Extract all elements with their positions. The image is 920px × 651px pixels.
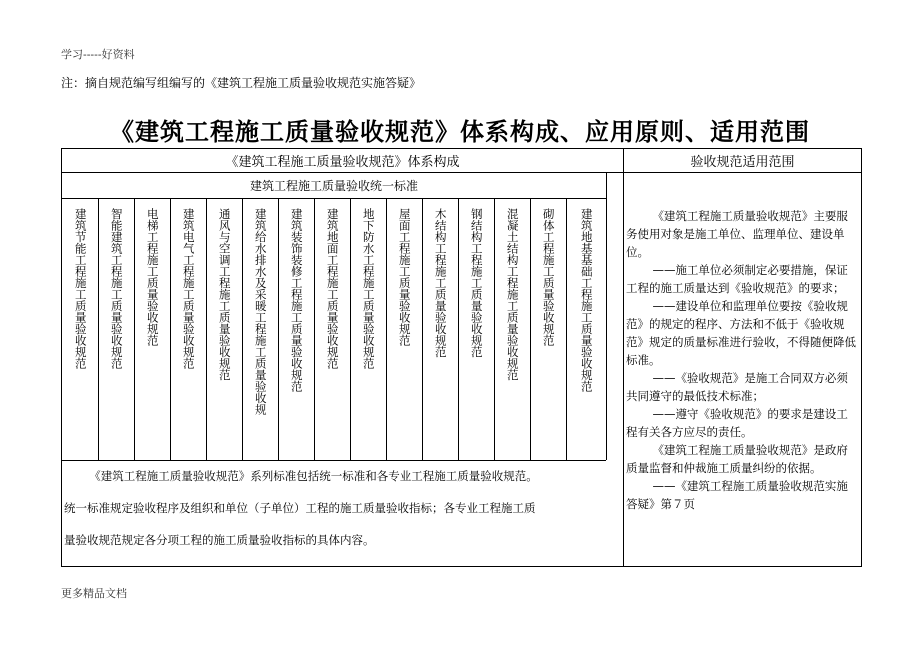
standard-label: 屋面工程施工质量验收规范 — [397, 208, 412, 346]
standard-column — [206, 198, 242, 460]
scope-paragraph: ——建设单位和监理单位要按《验收规范》的规定的程序、方法和不低于《验收规范》规定的质量标准进行验收，不得随便降低标准。 — [626, 299, 856, 367]
standard-column — [278, 198, 314, 460]
description-line: 量验收规范规定各分项工程的施工质量验收指标的具体内容。 — [64, 533, 375, 547]
standard-column — [134, 198, 170, 460]
description-line: 统一标准规定验收程序及组织和单位（子单位）工程的施工质量验收指标；各专业工程施工质 — [64, 501, 536, 515]
standard-column — [242, 198, 278, 460]
standard-column — [458, 198, 494, 460]
scope-paragraph: 《建筑工程施工质量验收规范》是政府质量监督和仲裁施工质量纠纷的依据。 — [626, 443, 848, 475]
standard-label: 砌体工程施工质量验收规范 — [541, 208, 556, 346]
standard-column — [170, 198, 206, 460]
page-footer: 更多精品文档 — [61, 587, 127, 600]
standard-label: 建筑给水排水及采暖工程施工质量验收规 — [253, 208, 268, 415]
page-header: 学习-----好资料 — [61, 48, 135, 61]
standard-label: 电梯工程施工质量验收规范 — [145, 208, 160, 346]
document-title: 《建筑工程施工质量验收规范》体系构成、应用原则、适用范围 — [110, 117, 810, 146]
scope-paragraph: ——《验收规范》是施工合同双方必须共同遵守的最低技术标准； — [626, 371, 848, 403]
description-line: 《建筑工程施工质量验收规范》系列标准包括统一标准和各专业工程施工质量验收规范。 — [89, 469, 538, 483]
unified-standard: 建筑工程施工质量验收统一标准 — [249, 178, 418, 193]
right-header: 验收规范适用范围 — [690, 155, 795, 170]
standard-label: 通风与空调工程施工质量验收规范 — [217, 208, 232, 381]
standard-column — [98, 198, 134, 460]
standard-label: 智能建筑工程施工质量验收规范 — [109, 208, 124, 369]
standard-label: 建筑地面工程施工质量验收规范 — [325, 208, 340, 369]
framework-description — [64, 463, 604, 547]
standards-row-divider — [62, 460, 606, 461]
standard-column — [314, 198, 350, 460]
source-note: 注：摘自规范编写组编写的《建筑工程施工质量验收规范实施答疑》 — [61, 76, 422, 90]
standard-column — [350, 198, 386, 460]
standard-column — [530, 198, 566, 460]
scope-paragraph: ——《建筑工程施工质量验收规范实施答疑》第７页 — [626, 479, 848, 511]
grid-right-border — [606, 172, 607, 460]
framework-table — [61, 148, 862, 567]
standard-label: 混凝土结构工程施工质量验收规范 — [505, 208, 520, 381]
scope-paragraph: ——遵守《验收规范》的要求是建设工程有关各方应尽的责任。 — [626, 407, 848, 439]
standard-column — [386, 198, 422, 460]
left-header: 《建筑工程施工质量验收规范》体系构成 — [225, 155, 460, 170]
standard-label: 建筑节能工程施工质量验收规范 — [73, 208, 88, 369]
standard-label: 建筑电气工程施工质量验收规范 — [181, 208, 196, 369]
scope-paragraph: 《建筑工程施工质量验收规范》主要服务使用对象是施工单位、监理单位、建设单位。 — [626, 209, 848, 259]
section-divider — [623, 149, 624, 566]
standard-label: 钢结构工程施工质量验收规范 — [469, 208, 484, 358]
scope-text — [626, 207, 859, 513]
standard-column — [62, 198, 98, 460]
standard-label: 建筑地基基础工程施工质量验收规范 — [579, 208, 594, 392]
standard-label: 木结构工程施工质量验收规范 — [433, 208, 448, 358]
standard-label: 地下防水工程施工质量验收规范 — [361, 208, 376, 369]
standard-column — [566, 198, 606, 460]
scope-paragraph: ——施工单位必须制定必要措施，保证工程的施工质量达到《验收规范》的要求； — [626, 263, 848, 295]
standard-label: 建筑装饰装修工程施工质量验收规范 — [289, 208, 304, 392]
standard-column — [494, 198, 530, 460]
standard-column — [422, 198, 458, 460]
